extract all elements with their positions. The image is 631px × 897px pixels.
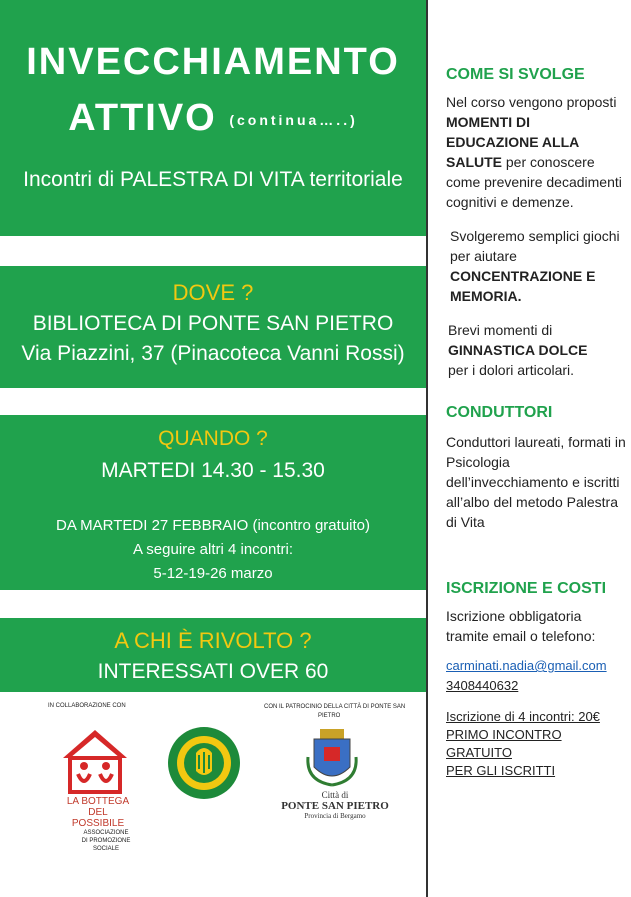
column-divider [426, 0, 428, 897]
come-p1-c: per conoscere come prevenire decadimenti cognitivi e demenze. [446, 154, 622, 210]
come-paragraph-1 [446, 92, 626, 212]
come-p3-b: GINNASTICA DOLCE [448, 342, 588, 358]
dove-line-2: Via Piazzini, 37 (Pinacoteca Vanni Rossi) [21, 342, 405, 365]
come-p3-a: Brevi momenti di [448, 322, 553, 338]
bottega-house-icon [60, 728, 130, 794]
come-p3-c: per i dolori articolari. [448, 362, 575, 378]
bottega-sub-1: ASSOCIAZIONE [83, 830, 129, 836]
quando-time: MARTEDI 14.30 - 15.30 [101, 459, 325, 482]
dove-heading: DOVE ? [172, 280, 254, 305]
costo-text: Iscrizione di 4 incontri: 20€ [446, 709, 600, 724]
right-column [446, 60, 626, 780]
bottega-line-2: DEL [88, 807, 108, 818]
ponte-caption [280, 790, 390, 820]
come-heading: COME SI SVOLGE [446, 66, 585, 83]
conduttori-heading: CONDUTTORI [446, 404, 553, 421]
bottega-sub-3: SOCIALE [92, 846, 119, 852]
come-p2-a: Svolgeremo semplici giochi per aiutare [450, 228, 620, 264]
chi-text: INTERESSATI OVER 60 [97, 660, 329, 683]
come-p1-a: Nel corso vengono proposti [446, 94, 617, 110]
title-line-2 [0, 98, 426, 140]
come-paragraph-3 [446, 320, 626, 380]
title-attivo: ATTIVO [68, 97, 217, 139]
patrocinio-label [264, 703, 414, 721]
email-link[interactable]: carminati.nadia@gmail.com [446, 658, 607, 673]
quando-section [0, 415, 426, 590]
consorzio-seal-icon [166, 725, 242, 801]
come-p2-b: CONCENTRAZIONE E MEMORIA. [450, 268, 596, 304]
title-line-1: INVECCHIAMENTO [26, 41, 400, 83]
subtitle: Incontri di PALESTRA DI VITA territoriale [23, 168, 403, 191]
bottega-sub-2: DI PROMOZIONE [81, 838, 131, 844]
contact-block [446, 656, 626, 696]
come-p1-b: MOMENTI DI EDUCAZIONE ALLA SALUTE [446, 114, 579, 170]
title-suffix: (continua…..) [229, 111, 358, 128]
gratuito-line-1: PRIMO INCONTRO GRATUITO [446, 727, 562, 760]
iscrizione-heading: ISCRIZIONE E COSTI [446, 580, 607, 597]
citta-label: Città di [321, 790, 349, 800]
quando-line-3: 5-12-19-26 marzo [153, 565, 273, 582]
citta-name: PONTE SAN PIETRO [281, 800, 389, 812]
iscrizione-text: Iscrizione obbligatoria tramite email o telefono: [446, 608, 596, 644]
bottega-line-3: POSSIBILE [71, 818, 125, 829]
dove-section [0, 266, 426, 388]
chi-heading: A CHI È RIVOLTO ? [114, 628, 312, 653]
consorzio-logo [166, 725, 242, 801]
bottega-sub [66, 829, 146, 853]
provincia: Provincia di Bergamo [304, 812, 366, 820]
ponte-crest [302, 727, 362, 789]
chi-section [0, 618, 426, 692]
quando-heading: QUANDO ? [158, 427, 268, 450]
crest-icon [302, 727, 362, 789]
quando-line-2: A seguire altri 4 incontri: [132, 541, 294, 558]
quando-line-1: DA MARTEDI 27 FEBBRAIO (incontro gratuito) [56, 517, 370, 534]
costi-block [446, 708, 626, 780]
gratuito-line-2: PER GLI ISCRITTI [446, 763, 556, 778]
bottega-line-1: LA BOTTEGA [66, 796, 130, 807]
header-banner [0, 0, 426, 236]
conduttori-text: Conduttori laureati, formati in Psicologia dell’invecchiamento e iscritti all’albo del metodo Palestra di Vita [446, 434, 626, 530]
collab-label: IN COLLABORAZIONE CON [48, 703, 126, 709]
phone-number[interactable]: 3408440632 [446, 678, 519, 693]
patrocinio-line-2: PIETRO [318, 713, 341, 719]
come-paragraph-2 [446, 226, 626, 306]
patrocinio-line-1: CON IL PATROCINIO DELLA CITTÀ DI PONTE SAN [264, 704, 406, 710]
bottega-logo [60, 728, 130, 794]
bottega-name [48, 796, 148, 829]
dove-line-1: BIBLIOTECA DI PONTE SAN PIETRO [32, 312, 394, 335]
